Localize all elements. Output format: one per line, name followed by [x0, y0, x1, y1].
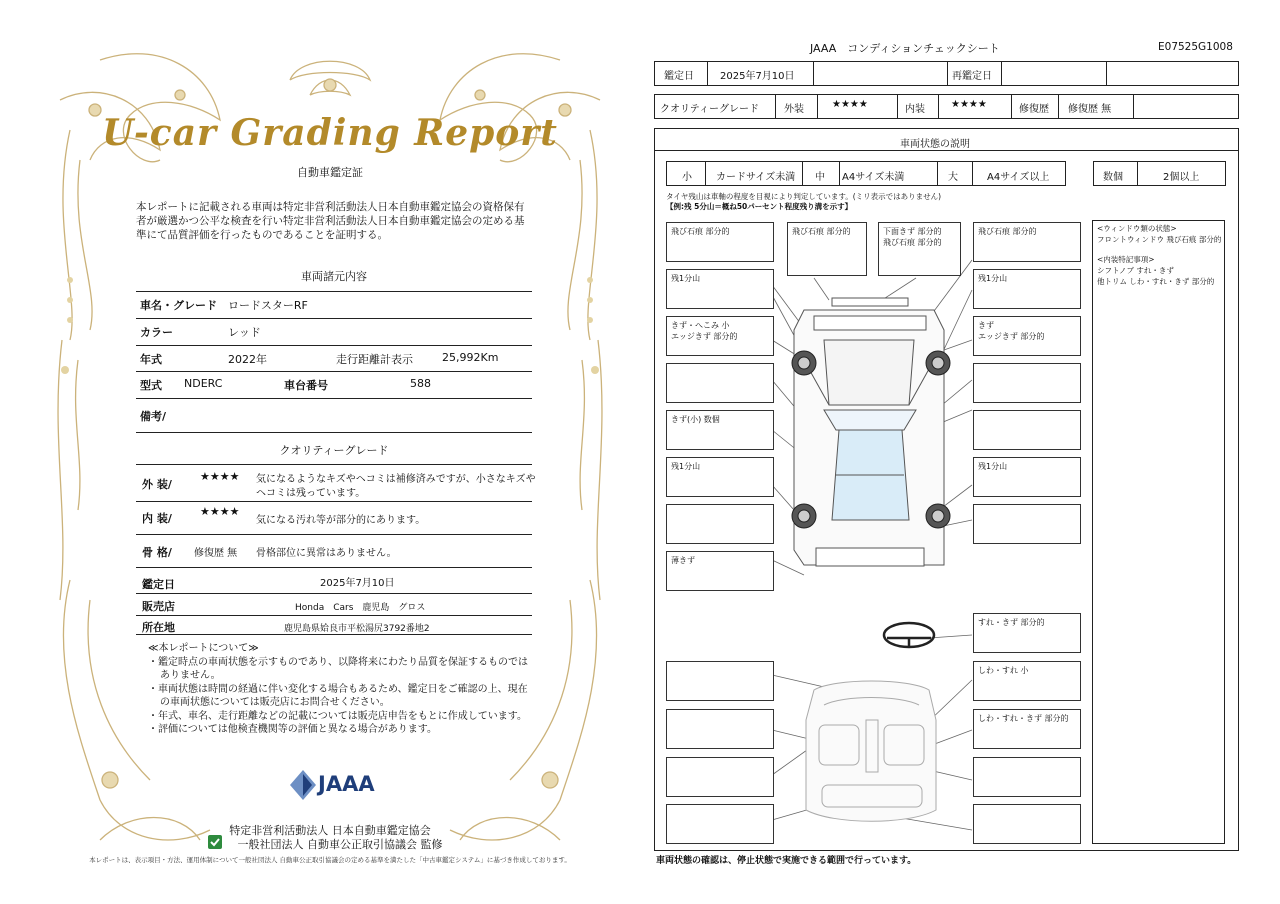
interior-note-1: シフトノブ すれ・きず [1097, 266, 1174, 275]
type-value: NDERC [184, 377, 223, 390]
address-label: 所在地 [142, 621, 175, 634]
divider [136, 464, 532, 465]
desc-heading: 車両状態の説明 [900, 139, 970, 150]
damage-label-empty [666, 804, 774, 844]
grade-heading: クオリティーグレード [279, 444, 389, 457]
size-mid: 中 [815, 172, 825, 183]
damage-label-empty [666, 709, 774, 749]
damage-label-front-right [973, 222, 1081, 262]
damage-label-interior-2 [973, 709, 1081, 749]
damage-text: 残1分山 [671, 274, 701, 283]
damage-text: 下面きず 部分的 [883, 227, 942, 236]
damage-label-empty [666, 757, 774, 797]
frame-text: 骨格部位に異常はありません。 [256, 548, 397, 559]
divider [136, 398, 532, 399]
damage-text: エッジきず 部分的 [671, 332, 738, 341]
grading-certificate [40, 40, 620, 880]
damage-label-left-fender [666, 316, 774, 356]
tire-note-line2: 【例:残 5分山＝概ね50パーセント程度残り溝を示す】 [666, 202, 853, 211]
steering-wheel-icon [884, 623, 934, 647]
damage-label-empty [973, 363, 1081, 403]
address-value: 鹿児島県姶良市平松湯尻3792番地2 [284, 624, 430, 634]
interior-heading: <内装特記事項> [1097, 255, 1155, 264]
damage-label-left-door [666, 410, 774, 450]
remarks-label: 備考/ [140, 410, 167, 423]
damage-label-empty [666, 504, 774, 544]
size-small: 小 [682, 172, 692, 183]
note-item: ・鑑定時点の車両状態を示すものであり、以降将来にわたり品質を保証するものではありません。 [148, 656, 528, 681]
certificate-subtitle: 自動車鑑定証 [297, 166, 363, 179]
damage-label-rear-left [666, 551, 774, 591]
damage-label-hood [787, 222, 867, 276]
divider [654, 150, 1239, 151]
damage-text: エッジきず 部分的 [978, 332, 1045, 341]
tire-note-line1: タイヤ残山は車軸の程度を目視により判定しています。(ミリ表示ではありません) [666, 192, 942, 201]
notes-heading: ≪本レポートについて≫ [148, 643, 259, 654]
chassis-label: 車台番号 [284, 379, 328, 392]
mileage-value: 25,992Km [442, 351, 499, 364]
note-item: ・年式、車名、走行距離などの記載については販売店申告をもとに作成しています。 [148, 710, 527, 722]
size-large-desc: A4サイズ以上 [987, 172, 1050, 183]
interior-label: 内 装/ [142, 512, 172, 525]
damage-text: きず [978, 321, 994, 330]
size-mid-desc: A4サイズ未満 [842, 172, 905, 183]
interior-top-view-icon [806, 681, 936, 821]
car-top-view-icon [794, 298, 944, 566]
year-value: 2022年 [228, 353, 267, 366]
exterior-text-line1: 気になるようなキズやヘコミは補修済みですが、小さなキズや [256, 474, 536, 485]
spec-heading: 車両諸元内容 [301, 270, 367, 283]
organization-name: 特定非営利活動法人 日本自動車鑑定協会 [229, 824, 431, 837]
damage-text: 薄きず [671, 556, 695, 565]
divider [136, 345, 532, 346]
divider [136, 371, 532, 372]
report-notes [148, 642, 528, 737]
certificate-footer: 本レポートは、表示項目・方法、運用体制について一般社団法人 自動車公正取引協議会の定める基準を満たした「中古車鑑定システム」に基づき作成しております。 [89, 856, 571, 864]
date-label: 鑑定日 [142, 578, 175, 591]
damage-text: きず(小) 数個 [671, 415, 720, 424]
damage-text: 飛び石痕 部分的 [978, 227, 1037, 236]
size-small-desc: カードサイズ未満 [716, 172, 796, 183]
divider [136, 534, 532, 535]
damage-text: 飛び石痕 部分的 [883, 238, 942, 247]
damage-text: 飛び石痕 部分的 [792, 227, 851, 236]
year-label: 年式 [140, 353, 162, 366]
damage-label-interior-1 [973, 661, 1081, 701]
sheet-exterior-label: 外装 [784, 104, 804, 115]
certificate-intro: 本レポートに記載される車両は特定非営利活動法人日本自動車鑑定協会の資格保有者が厳選かつ公平な検査を行い特定非営利活動法人日本自動車鑑定協会の定める基準にて品質評価を行ったものであることを証明する。 [136, 201, 525, 241]
note-item: ・車両状態は時間の経過に伴い変化する場合もあるため、鑑定日をご確認の上、現在の車両状態については販売店にお問合せください。 [148, 683, 528, 708]
color-label: カラー [140, 326, 173, 339]
frame-value: 修復歴 無 [194, 548, 238, 559]
size-large: 大 [948, 172, 958, 183]
note-item: ・評価については他検査機関等の評価と異なる場合があります。 [148, 724, 437, 735]
exterior-stars: ★★★★ [200, 470, 240, 483]
mileage-label: 走行距離計表示 [336, 353, 413, 366]
damage-label-tire-rear-right [973, 457, 1081, 497]
interior-note-2: 他トリム しわ・すれ・きず 部分的 [1097, 277, 1215, 286]
damage-label-empty [973, 504, 1081, 544]
exterior-text-line2: ヘコミは残っています。 [256, 488, 366, 499]
sheet-interior-label: 内装 [905, 104, 925, 115]
date-value: 2025年7月10日 [320, 578, 395, 589]
divider [136, 318, 532, 319]
damage-text: 残1分山 [978, 462, 1008, 471]
exterior-label: 外 装/ [142, 478, 172, 491]
reinspect-label: 再鑑定日 [952, 71, 992, 82]
sheet-title: JAAA コンディションチェックシート [810, 42, 1000, 55]
damage-label-empty [973, 804, 1081, 844]
chassis-value: 588 [410, 377, 431, 390]
damage-label-empty [666, 661, 774, 701]
interior-stars: ★★★★ [200, 505, 240, 518]
damage-text: 残1分山 [978, 274, 1008, 283]
frame-label: 骨 格/ [142, 546, 172, 559]
damage-label-steering [973, 613, 1081, 653]
damage-label-tire-front-right [973, 269, 1081, 309]
damage-label-front-bumper [878, 222, 961, 276]
jaaa-logo-text: JAAA [318, 772, 375, 796]
damage-label-empty [973, 410, 1081, 450]
sheet-history-value: 修復歴 無 [1068, 104, 1112, 115]
window-text: フロントウィンドウ 飛び石痕 部分的 [1097, 235, 1222, 244]
jaaa-logo-icon [290, 770, 316, 800]
divider [136, 291, 532, 292]
model-label: 車名・グレード [140, 299, 217, 312]
divider [136, 432, 532, 433]
divider [136, 593, 532, 594]
supervisor-name: 一般社団法人 自動車公正取引協議会 監修 [237, 838, 443, 851]
window-heading: <ウィンドウ類の状態> [1097, 224, 1177, 233]
sheet-grade-label: クオリティーグレード [660, 104, 759, 115]
damage-text: しわ・すれ 小 [978, 666, 1029, 675]
interior-text: 気になる汚れ等が部分的にあります。 [256, 515, 426, 526]
sheet-date-label: 鑑定日 [664, 71, 694, 82]
certificate-title: U-car Grading Report [102, 112, 558, 154]
count-desc: 2個以上 [1163, 172, 1200, 183]
sheet-id: E07525G1008 [1158, 41, 1233, 53]
damage-label-right-fender [973, 316, 1081, 356]
dealer-label: 販売店 [142, 600, 175, 613]
dealer-value: Honda Cars 鹿児島 グロス [295, 603, 426, 613]
count-label: 数個 [1103, 172, 1123, 183]
damage-label-front-left [666, 222, 774, 262]
remarks-column [1092, 220, 1225, 844]
damage-label-empty [973, 757, 1081, 797]
damage-text: しわ・すれ・きず 部分的 [978, 714, 1069, 723]
divider [136, 501, 532, 502]
damage-label-tire-front-left [666, 269, 774, 309]
damage-text: 飛び石痕 部分的 [671, 227, 730, 236]
divider [136, 615, 532, 616]
damage-text: 残1分山 [671, 462, 701, 471]
sheet-history-label: 修復歴 [1019, 104, 1049, 115]
sheet-interior-stars: ★★★★ [951, 99, 987, 110]
sheet-exterior-stars: ★★★★ [832, 99, 868, 110]
damage-text: すれ・きず 部分的 [978, 618, 1045, 627]
sheet-footer: 車両状態の確認は、停止状態で実施できる範囲で行っています。 [656, 856, 917, 866]
color-value: レッド [228, 326, 261, 339]
damage-label-tire-rear-left [666, 457, 774, 497]
model-value: ロードスターRF [228, 299, 308, 312]
type-label: 型式 [140, 379, 162, 392]
damage-text: きず・へこみ 小 [671, 321, 730, 330]
sheet-date-value: 2025年7月10日 [720, 71, 795, 82]
divider [136, 567, 532, 568]
divider [136, 634, 532, 635]
damage-label-empty [666, 363, 774, 403]
